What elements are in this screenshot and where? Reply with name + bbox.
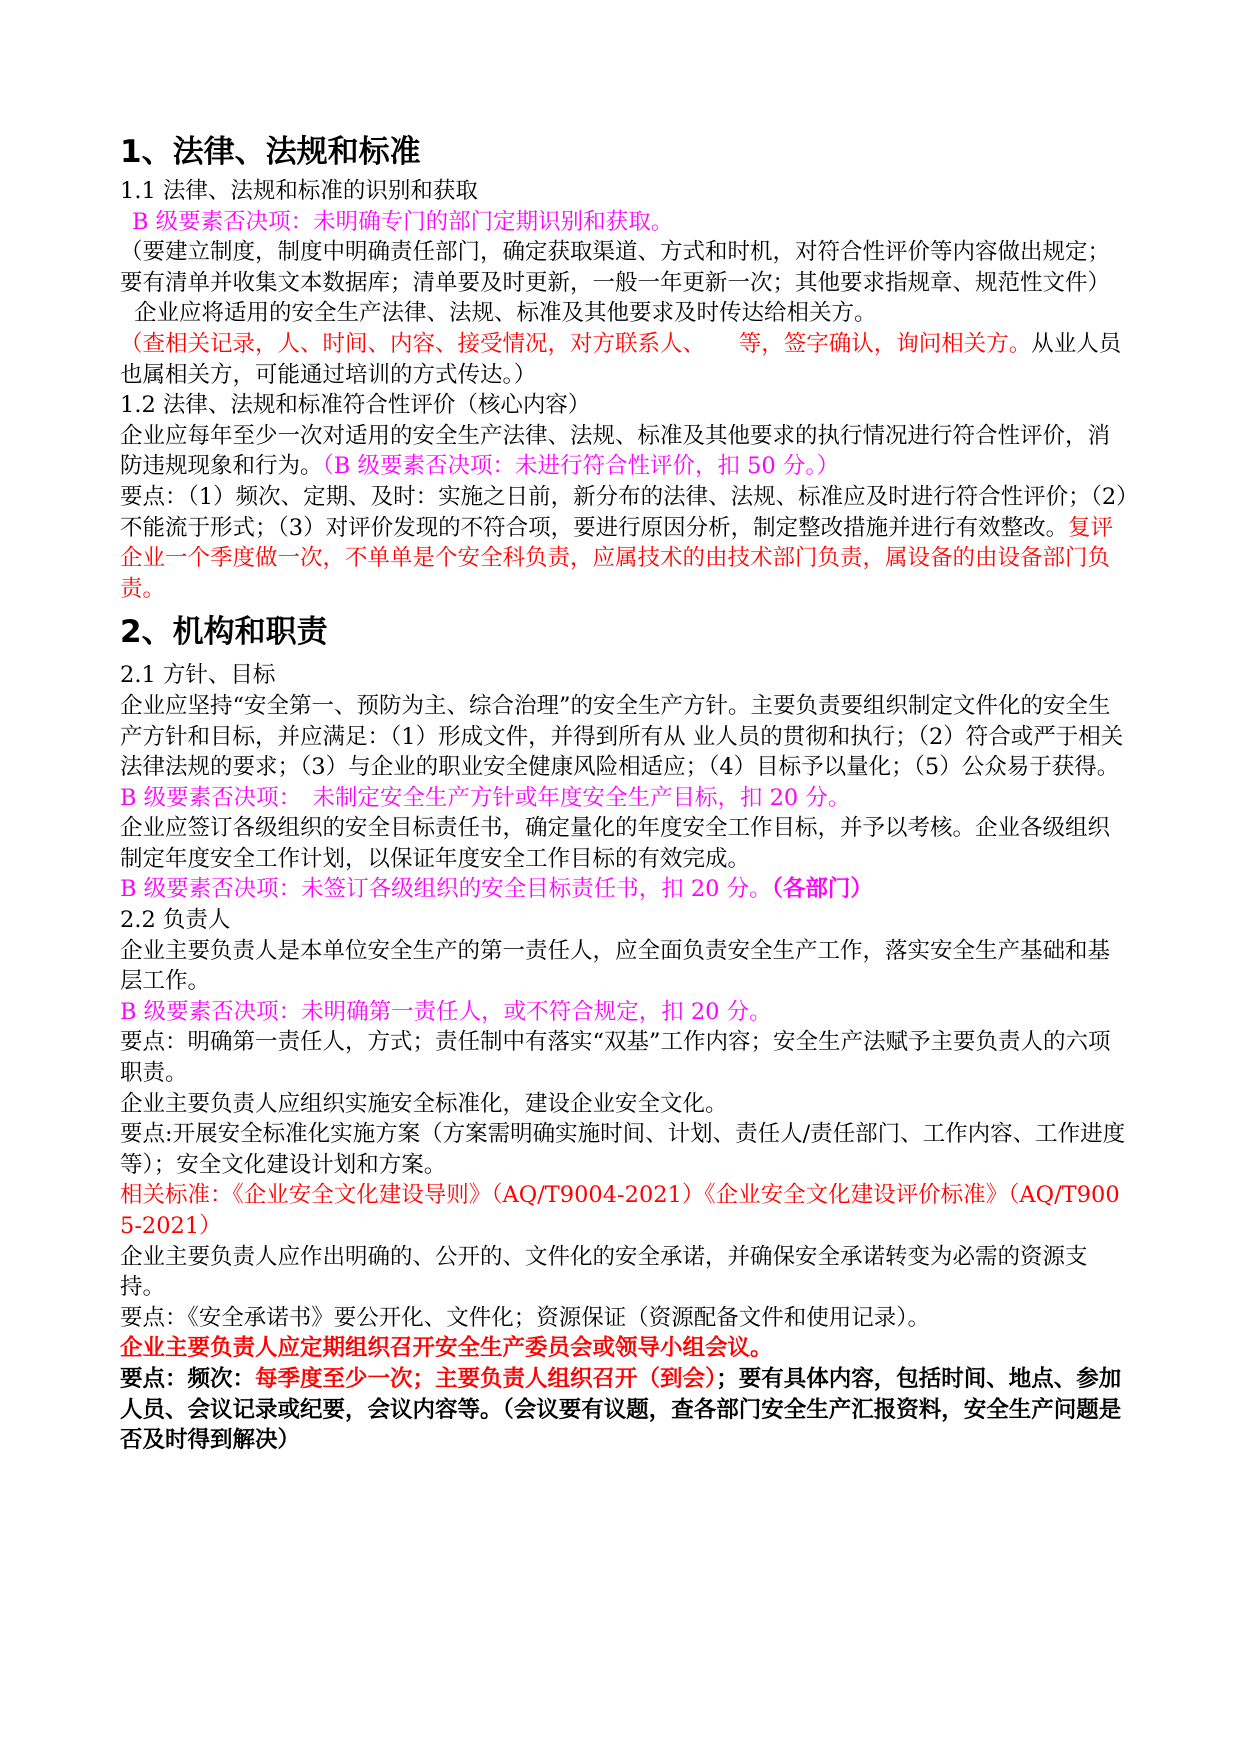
veto-item-2-2: B 级要素否决项：未明确第一责任人，或不符合规定，扣 20 分。 — [120, 998, 772, 1025]
subsection-1-1-title: 1.1 法律、法规和标准的识别和获取 — [120, 178, 478, 204]
paragraph-2-2-keypoints: 要点：明确第一责任人，方式；责任制中有落实“双基”工作内容；安全生产法赋予主要负责人的六项职责。 — [120, 1029, 1111, 1087]
paragraph-2-2-plan: 要点:开展安全标准化实施方案（方案需明确实施时间、计划、责任人/责任部门、工作内容、工作进度等）；安全文化建设计划和方案。 — [120, 1121, 1126, 1178]
veto-item-1-2: （B 级要素否决项：未进行符合性评价，扣 50 分。） — [322, 453, 840, 480]
meeting-keypoints-detail: ；要有具体内容，包括时间、地点、参加人员、会议记录或纪要，会议内容等。（会议要有议题，查各部门安全生产汇报资料，安全生产问题是否及时得到解决） — [120, 1365, 1122, 1454]
paragraph-2-2-commitment-keypoints: 要点：《安全承诺书》要公开化、文件化；资源保证（资源配备文件和使用记录）。 — [120, 1304, 931, 1331]
meeting-keypoints-label: 要点：频次： — [120, 1365, 256, 1392]
veto-item-1-1: B 级要素否决项：未明确专门的部门定期识别和获取。 — [132, 208, 674, 235]
veto-item-2-1-a: B 级要素否决项： 未制定安全生产方针或年度安全生产目标，扣 20 分。 — [120, 784, 851, 811]
veto-item-2-1-b-dept: （各部门） — [771, 876, 873, 903]
paragraph-2-1-targets: 企业应签订各级组织的安全目标责任书，确定量化的年度安全工作目标，并予以考核。企业各级组织制定年度安全工作计划，以保证年度安全工作目标的有效完成。 — [120, 815, 1111, 872]
paragraph-2-2-culture: 企业主要负责人应组织实施安全标准化，建设企业安全文化。 — [120, 1090, 728, 1117]
section-2-title: 2、机构和职责 — [120, 614, 328, 651]
paragraph-2-2-commitment: 企业主要负责人应作出明确的、公开的、文件化的安全承诺，并确保安全承诺转变为必需的资源支持。 — [120, 1243, 1088, 1301]
paragraph-1-1-note: （要建立制度，制度中明确责任部门，确定获取渠道、方式和时机，对符合性评价等内容做出规定；要有清单并收集文本数据库；清单要及时更新，一般一年更新一次；其他要求指规章、规范性文件） — [120, 239, 1111, 296]
paragraph-2-2-meeting: 企业主要负责人应定期组织召开安全生产委员会或领导小组会议。 — [120, 1335, 773, 1362]
meeting-frequency: 每季度至少一次；主要负责人组织召开（到会） — [255, 1365, 717, 1392]
review-note: 复评企业一个季度做一次，不单单是个安全科负责，应属技术的由技术部门负责，属设备的由设备部门负责。 — [120, 514, 1114, 602]
veto-item-2-1-b — [120, 874, 1132, 905]
subsection-2-1-title: 2.1 方针、目标 — [120, 662, 276, 689]
section-1-title: 1、法律、法规和标准 — [120, 134, 421, 170]
subsection-1-2-title: 1.2 法律、法规和标准符合性评价（核心内容） — [120, 392, 591, 419]
paragraph-1-1-communication: 企业应将适用的安全生产法律、法规、标准及其他要求及时传达给相关方。 — [134, 300, 877, 327]
paragraph-2-2-meeting-keypoints — [120, 1364, 1132, 1456]
keypoints-text: 要点：（1）频次、定期、及时：实施之日前，新分布的法律、法规、标准应及时进行符合性评价；（2）不能流于形式；（3）对评价发现的不符合项，要进行原因分析，制定整改措施并进行有效整改。 — [120, 483, 1128, 541]
records-check-note: （查相关记录，人、时间、内容、接受情况，对方联系人、 等，签字确认，询问相关方。 — [120, 330, 1032, 357]
related-standards: 相关标准：《企业安全文化建设导则》（AQ/T9004-2021）《企业安全文化建设评价标准》（AQ/T9005-2021） — [120, 1182, 1120, 1239]
paragraph-1-1-records — [120, 329, 1132, 390]
records-check-note-end: 从业人员也属相关方，可能通过培训的方式传达。） — [120, 330, 1122, 388]
paragraph-1-2-evaluation — [120, 421, 1132, 482]
document-page — [120, 128, 1132, 1456]
subsection-2-2-title: 2.2 负责人 — [120, 907, 231, 934]
paragraph-1-2-keypoints — [120, 482, 1132, 604]
paragraph-2-2-responsible: 企业主要负责人是本单位安全生产的第一责任人，应全面负责安全生产工作，落实安全生产基础和基层工作。 — [120, 937, 1111, 995]
veto-item-2-1-b-text: B 级要素否决项：未签订各级组织的安全目标责任书，扣 20 分。 — [120, 876, 772, 903]
evaluation-text: 企业应每年至少一次对适用的安全生产法律、法规、标准及其他要求的执行情况进行符合性评价，消防违规现象和行为。 — [120, 422, 1111, 480]
paragraph-2-1-policy: 企业应坚持“安全第一、预防为主、综合治理”的安全生产方针。主要负责要组织制定文件化的安全生产方针和目标，并应满足：（1）形成文件，并得到所有从 业人员的贯彻和执行；（2）符合或严于相关法律法规的要求；（3）与企业的职业安全健康风险相适应；（4）目标予以量化；（5）公众易于获得。 — [120, 692, 1124, 781]
